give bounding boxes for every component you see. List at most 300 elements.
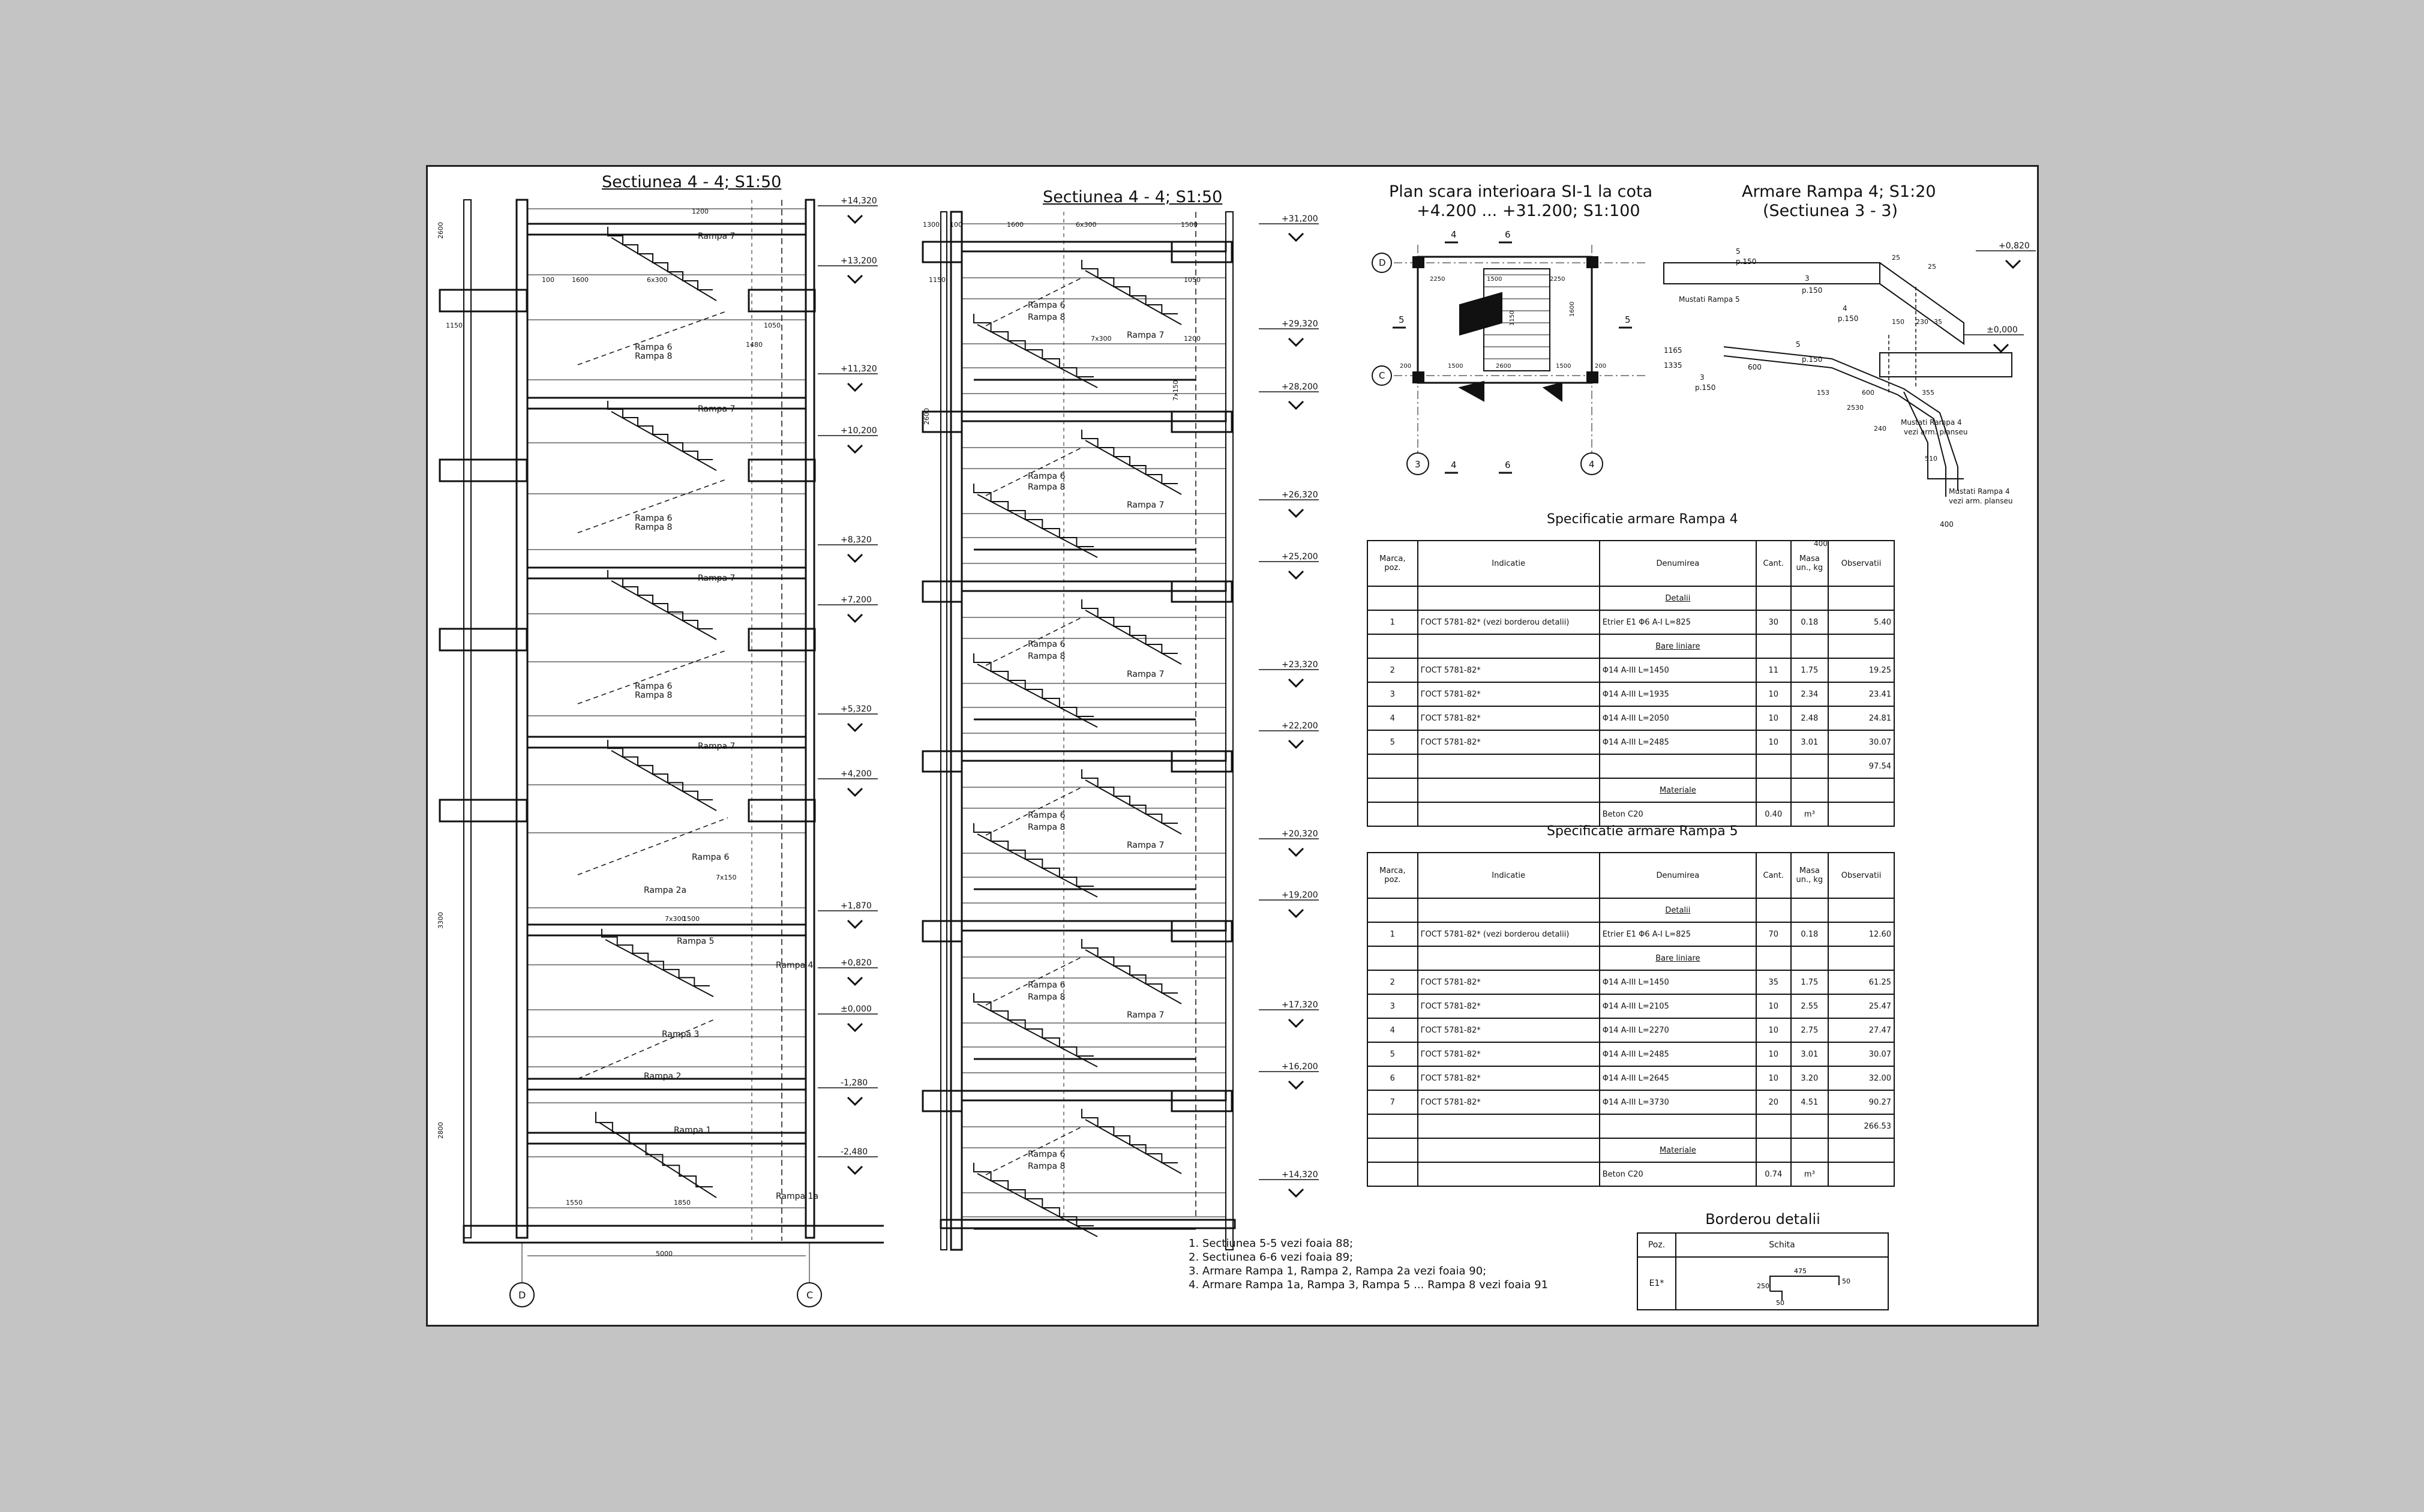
cell-denumirea: Φ14 A-III L=1450 bbox=[1600, 658, 1756, 682]
armare-label-20: 400 bbox=[1940, 520, 1954, 529]
mid-stair-flight-upper bbox=[1082, 430, 1178, 484]
spec-header-2: Denumirea bbox=[1600, 853, 1756, 898]
cell-indicatie: ГОСТ 5781-82* (vezi borderou detalii) bbox=[1418, 610, 1600, 634]
spec-header-4: Masa un., kg bbox=[1791, 541, 1829, 586]
plan-axis-label-C: C bbox=[1379, 370, 1385, 381]
mid-floor-slab bbox=[962, 242, 1226, 251]
cell-cant: 30 bbox=[1756, 610, 1790, 634]
left-ramp-label-14: Rampa 3 bbox=[662, 1030, 700, 1039]
spec-header-3: Cant. bbox=[1756, 541, 1790, 586]
left-dim-5: 1050 bbox=[764, 322, 781, 329]
spec-header-1: Indicatie bbox=[1418, 541, 1600, 586]
mid-level-9-marker bbox=[1289, 1019, 1303, 1027]
left-axis-wall-D bbox=[517, 200, 527, 1238]
borderou-detalii bbox=[1637, 1211, 1889, 1310]
left-stair-flight bbox=[608, 401, 713, 460]
mid-dim-4: 1500 bbox=[1181, 221, 1198, 229]
mid-ramp-label-10: Rampa 8 bbox=[1028, 823, 1066, 832]
mid-stair-flight-upper bbox=[1082, 769, 1178, 823]
cell-denumirea: Φ14 A-III L=1450 bbox=[1600, 970, 1756, 994]
stirrup-dim-left: 250 bbox=[1757, 1282, 1769, 1290]
spec4-title: Specificatie armare Rampa 4 bbox=[1547, 512, 1738, 527]
mid-ramp-label-0: Rampa 6 bbox=[1028, 301, 1066, 310]
cell-observatii: 25.47 bbox=[1828, 994, 1894, 1018]
cell-masa: 3.20 bbox=[1791, 1066, 1829, 1090]
left-level-7-marker bbox=[848, 788, 862, 796]
plan-axis-label-4: 4 bbox=[1589, 459, 1595, 470]
cell-observatii: 30.07 bbox=[1828, 730, 1894, 754]
mid-ramp-label-14: Rampa 7 bbox=[1127, 1010, 1165, 1020]
left-dim-2: 1600 bbox=[572, 276, 589, 284]
spec-section-details-c0 bbox=[1367, 898, 1418, 922]
mid-stair-flight bbox=[974, 1163, 1094, 1226]
armare-label-12: 3 bbox=[1700, 373, 1705, 382]
armare-label-2: Mustati Rampa 5 bbox=[1679, 295, 1740, 304]
cell-poz: 5 bbox=[1367, 730, 1418, 754]
title-middle-section: Sectiunea 4 - 4; S1:50 bbox=[1043, 188, 1223, 206]
spec-section-details-c5 bbox=[1828, 898, 1894, 922]
mid-level-6: +22,200 bbox=[1282, 721, 1318, 731]
borderou-title: Borderou detalii bbox=[1705, 1211, 1820, 1228]
mid-level-5: +23,320 bbox=[1282, 660, 1318, 670]
mid-level-1: +29,320 bbox=[1282, 319, 1318, 329]
spec-section-materials-c1 bbox=[1418, 1138, 1600, 1162]
middle-section-drawing bbox=[884, 167, 1376, 1328]
cell-observatii: 32.00 bbox=[1828, 1066, 1894, 1090]
left-floor-slab bbox=[527, 925, 806, 935]
table-row bbox=[1367, 922, 1894, 946]
cell-indicatie: ГОСТ 5781-82* bbox=[1418, 1066, 1600, 1090]
total-empty-1 bbox=[1418, 1114, 1600, 1138]
cell-cant: 10 bbox=[1756, 730, 1790, 754]
mid-level-0-marker bbox=[1289, 233, 1303, 241]
cell-observatii: 19.25 bbox=[1828, 658, 1894, 682]
left-level-6-marker bbox=[848, 724, 862, 731]
cell-denumirea: Φ14 A-III L=2485 bbox=[1600, 1042, 1756, 1066]
mid-dim-2: 1600 bbox=[1007, 221, 1024, 229]
armare-dim-0: 25 bbox=[1892, 254, 1900, 262]
armare-label-4: p.150 bbox=[1802, 286, 1823, 295]
mid-level-2-marker bbox=[1289, 401, 1303, 409]
left-dim-12: 1550 bbox=[566, 1199, 583, 1207]
left-ramp-label-17: Rampa 1a bbox=[776, 1192, 819, 1201]
left-level-0-marker bbox=[848, 215, 862, 223]
plan-dim-9: 1150 bbox=[1509, 310, 1516, 326]
cell-indicatie: ГОСТ 5781-82* bbox=[1418, 970, 1600, 994]
spec-table-rampa4 bbox=[1367, 540, 1895, 827]
mid-stair-flight-upper bbox=[1082, 939, 1178, 993]
axis-label-C: C bbox=[806, 1289, 814, 1301]
mid-level-1-marker bbox=[1289, 338, 1303, 346]
table-row bbox=[1367, 994, 1894, 1018]
armare-dim-7: 2530 bbox=[1847, 404, 1864, 412]
mid-ramp-label-13: Rampa 8 bbox=[1028, 992, 1066, 1002]
armare-label-19: vezi arm. planseu bbox=[1949, 497, 2013, 505]
left-level-11: -1,280 bbox=[841, 1078, 868, 1088]
cell-poz: 6 bbox=[1367, 1066, 1418, 1090]
material-name: Beton C20 bbox=[1600, 1162, 1756, 1186]
cell-observatii: 90.27 bbox=[1828, 1090, 1894, 1114]
left-dim-9: 7x150 bbox=[716, 874, 737, 881]
mat-empty-1 bbox=[1418, 1162, 1600, 1186]
title-plan-line2: +4.200 ... +31.200; S1:100 bbox=[1417, 202, 1640, 220]
borderou-col-schita: Schita bbox=[1676, 1233, 1888, 1257]
drawing-line bbox=[977, 834, 1097, 897]
plan-dim-1: 1500 bbox=[1487, 276, 1502, 283]
mid-level-10-marker bbox=[1289, 1081, 1303, 1088]
mat-empty-0 bbox=[1367, 802, 1418, 826]
armare-label-6: p.150 bbox=[1838, 314, 1859, 323]
left-level-5: +7,200 bbox=[841, 595, 872, 605]
spec-total-value: 266.53 bbox=[1828, 1114, 1894, 1138]
mid-level-9: +17,320 bbox=[1282, 1000, 1318, 1010]
plan-dim-7: 200 bbox=[1595, 363, 1607, 370]
left-dim-15: 2800 bbox=[437, 1122, 445, 1139]
mid-level-2: +28,200 bbox=[1282, 382, 1318, 392]
armare-level-top-marker bbox=[2006, 260, 2020, 268]
spec-section-bars-c0 bbox=[1367, 634, 1418, 658]
cell-indicatie: ГОСТ 5781-82* bbox=[1418, 1042, 1600, 1066]
left-ramp-label-6: Rampa 7 bbox=[698, 574, 736, 583]
left-dim-11: 1850 bbox=[674, 1199, 691, 1207]
left-level-12-marker bbox=[848, 1166, 862, 1174]
left-dim-6: 1480 bbox=[746, 341, 763, 349]
spec-total-row bbox=[1367, 754, 1894, 778]
drawing-line bbox=[611, 412, 716, 470]
cell-masa: 2.34 bbox=[1791, 682, 1829, 706]
left-level-1-marker bbox=[848, 275, 862, 283]
armare-dim-4: 35 bbox=[1934, 318, 1942, 326]
plan-cut-1: 6 bbox=[1505, 229, 1511, 240]
spec-section-materials-c5 bbox=[1828, 1138, 1894, 1162]
plan-column-1 bbox=[1587, 257, 1598, 268]
cell-observatii: 23.41 bbox=[1828, 682, 1894, 706]
cell-denumirea: Etrier E1 Φ6 A-I L=825 bbox=[1600, 922, 1756, 946]
spec-header-row bbox=[1367, 541, 1894, 586]
mid-ramp-label-9: Rampa 6 bbox=[1028, 811, 1066, 820]
armare-dim-6: 153 bbox=[1817, 389, 1829, 397]
total-empty-3 bbox=[1756, 1114, 1790, 1138]
left-ramp-label-2: Rampa 8 bbox=[635, 352, 673, 361]
mid-axis-wall-D bbox=[951, 212, 962, 1250]
mid-bottom-slab bbox=[941, 1220, 1235, 1228]
left-level-2: +11,320 bbox=[841, 364, 877, 374]
mid-beam-left bbox=[923, 581, 962, 602]
mid-dim-7: 7x300 bbox=[1091, 335, 1112, 343]
mid-level-4: +25,200 bbox=[1282, 552, 1318, 562]
cell-observatii: 61.25 bbox=[1828, 970, 1894, 994]
drawing-line bbox=[578, 1019, 716, 1079]
plan-dim-3: 200 bbox=[1400, 363, 1412, 370]
plan-arrow-flight bbox=[1460, 293, 1502, 335]
armare-label-10: 1335 bbox=[1664, 361, 1682, 370]
mid-level-7-marker bbox=[1289, 848, 1303, 856]
left-level-4-marker bbox=[848, 554, 862, 562]
spec-section-details-label: Detalii bbox=[1600, 898, 1756, 922]
mid-ramp-label-12: Rampa 6 bbox=[1028, 980, 1066, 990]
mid-level-11: +14,320 bbox=[1282, 1170, 1318, 1180]
left-level-3: +10,200 bbox=[841, 426, 877, 436]
spec-section-materials-c5 bbox=[1828, 778, 1894, 802]
cell-indicatie: ГОСТ 5781-82* (vezi borderou detalii) bbox=[1418, 922, 1600, 946]
total-empty-2 bbox=[1600, 754, 1756, 778]
plan-axis-label-D: D bbox=[1379, 257, 1386, 268]
left-ramp-label-1: Rampa 6 bbox=[635, 343, 673, 352]
spec-total-row bbox=[1367, 1114, 1894, 1138]
cell-poz: 1 bbox=[1367, 610, 1418, 634]
cell-masa: 4.51 bbox=[1791, 1090, 1829, 1114]
borderou-row-poz: E1* bbox=[1637, 1257, 1676, 1310]
table-row bbox=[1367, 970, 1894, 994]
left-floor-slab bbox=[527, 737, 806, 748]
stirrup-sketch bbox=[1680, 1258, 1884, 1306]
spec-section-details-label: Detalii bbox=[1600, 586, 1756, 610]
cell-masa: 1.75 bbox=[1791, 658, 1829, 682]
note-1: 1. Sectiunea 5-5 vezi foaia 88; bbox=[1189, 1237, 1354, 1250]
spec-section-materials-c3 bbox=[1756, 778, 1790, 802]
plan-lower-flight-right bbox=[1544, 383, 1562, 401]
plan-dim-2: 2250 bbox=[1550, 276, 1565, 283]
left-stair-flight bbox=[596, 1112, 713, 1187]
left-ramp-label-5: Rampa 8 bbox=[635, 523, 673, 532]
armare-dim-5: 600 bbox=[1862, 389, 1874, 397]
title-armare-line2: (Sectiunea 3 - 3) bbox=[1763, 202, 1898, 220]
spec-section-bars-c3 bbox=[1756, 634, 1790, 658]
cell-poz: 4 bbox=[1367, 1018, 1418, 1042]
cell-indicatie: ГОСТ 5781-82* bbox=[1418, 658, 1600, 682]
left-level-9: +0,820 bbox=[841, 958, 872, 968]
mat-empty-5 bbox=[1828, 1162, 1894, 1186]
spec-section-details-c1 bbox=[1418, 586, 1600, 610]
mid-beam-left bbox=[923, 751, 962, 772]
left-level-11-marker bbox=[848, 1097, 862, 1105]
mid-ramp-label-5: Rampa 7 bbox=[1127, 500, 1165, 510]
material-quantity: 0.40 bbox=[1756, 802, 1790, 826]
plan-cut-2: 5 bbox=[1399, 314, 1405, 325]
cell-masa: 0.18 bbox=[1791, 610, 1829, 634]
cell-cant: 10 bbox=[1756, 1066, 1790, 1090]
plan-dim-0: 2250 bbox=[1430, 276, 1445, 283]
cell-poz: 2 bbox=[1367, 658, 1418, 682]
spec-section-materials-c0 bbox=[1367, 778, 1418, 802]
left-ramp-label-11: Rampa 2a bbox=[644, 886, 687, 895]
mid-stair-flight-upper bbox=[1082, 260, 1178, 314]
left-dim-4: 1150 bbox=[446, 322, 463, 329]
spec-section-materials-c3 bbox=[1756, 1138, 1790, 1162]
material-name: Beton C20 bbox=[1600, 802, 1756, 826]
borderou-col-poz: Poz. bbox=[1637, 1233, 1676, 1257]
spec-section-materials-c0 bbox=[1367, 1138, 1418, 1162]
armare-level-zero: ±0,000 bbox=[1987, 325, 2018, 335]
left-level-7: +4,200 bbox=[841, 769, 872, 779]
spec5-title: Specificatie armare Rampa 5 bbox=[1547, 824, 1738, 839]
cell-indicatie: ГОСТ 5781-82* bbox=[1418, 706, 1600, 730]
left-landing-beam bbox=[440, 460, 527, 481]
mid-ramp-label-11: Rampa 7 bbox=[1127, 841, 1165, 850]
left-landing-beam bbox=[440, 629, 527, 650]
left-ramp-label-0: Rampa 7 bbox=[698, 232, 736, 241]
mid-ramp-label-7: Rampa 8 bbox=[1028, 652, 1066, 661]
left-level-8: +1,870 bbox=[841, 901, 872, 911]
left-landing-beam bbox=[440, 290, 527, 311]
cell-denumirea: Φ14 A-III L=2270 bbox=[1600, 1018, 1756, 1042]
drawing-line bbox=[1085, 1120, 1181, 1174]
drawing-line bbox=[611, 751, 716, 811]
material-unit: m³ bbox=[1791, 1162, 1829, 1186]
spec-section-materials-c4 bbox=[1791, 778, 1829, 802]
mid-dim-0: 1300 bbox=[923, 221, 940, 229]
spec-section-bars-c4 bbox=[1791, 946, 1829, 970]
left-dim-14: 3300 bbox=[437, 912, 445, 929]
armare-label-14: 5 bbox=[1796, 340, 1801, 349]
mid-stair-flight bbox=[974, 993, 1094, 1056]
plan-cut-0: 4 bbox=[1451, 229, 1457, 240]
left-ramp-label-10: Rampa 6 bbox=[692, 853, 730, 862]
left-outer-wall bbox=[464, 200, 471, 1238]
armare-label-15: p.150 bbox=[1802, 355, 1823, 364]
cell-cant: 10 bbox=[1756, 682, 1790, 706]
borderou-sketch-cell bbox=[1676, 1257, 1888, 1310]
left-ramp-label-3: Rampa 7 bbox=[698, 404, 736, 414]
left-dim-10: 1500 bbox=[683, 915, 700, 923]
mid-floor-slab bbox=[962, 921, 1226, 931]
armare-dim-9: 355 bbox=[1922, 389, 1934, 397]
cell-masa: 2.75 bbox=[1791, 1018, 1829, 1042]
mid-stair-flight-upper bbox=[1082, 1109, 1178, 1163]
cell-poz: 5 bbox=[1367, 1042, 1418, 1066]
spec-section-materials-c1 bbox=[1418, 778, 1600, 802]
armare-rampa4-drawing bbox=[1652, 215, 2036, 551]
left-axis-wall-C bbox=[806, 200, 814, 1238]
armare-label-9: 1165 bbox=[1664, 346, 1682, 355]
armare-level-zero-marker bbox=[1994, 344, 2008, 352]
mid-floor-slab bbox=[962, 581, 1226, 591]
cell-indicatie: ГОСТ 5781-82* bbox=[1418, 1090, 1600, 1114]
mid-floor-slab bbox=[962, 1091, 1226, 1100]
spec-header-2: Denumirea bbox=[1600, 541, 1756, 586]
note-4: 4. Armare Rampa 1a, Rampa 3, Rampa 5 ... Rampa 8 vezi foaia 91 bbox=[1189, 1279, 1549, 1291]
left-floor-slab bbox=[527, 398, 806, 409]
left-ramp-label-15: Rampa 2 bbox=[644, 1072, 682, 1081]
plan-column-2 bbox=[1413, 372, 1424, 383]
armare-label-11: 600 bbox=[1748, 363, 1762, 371]
mid-beam-left bbox=[923, 242, 962, 262]
mid-dim-3: 6x300 bbox=[1076, 221, 1097, 229]
cell-poz: 2 bbox=[1367, 970, 1418, 994]
armare-label-0: 5 bbox=[1736, 247, 1741, 256]
cell-masa: 1.75 bbox=[1791, 970, 1829, 994]
spec-total-value: 97.54 bbox=[1828, 754, 1894, 778]
stirrup-dim-bottom: 50 bbox=[1776, 1299, 1784, 1306]
armare-label-5: 4 bbox=[1843, 304, 1847, 313]
mat-empty-0 bbox=[1367, 1162, 1418, 1186]
drawing-sheet bbox=[426, 165, 2039, 1327]
cell-masa: 0.18 bbox=[1791, 922, 1829, 946]
armare-landing bbox=[1880, 353, 2012, 377]
axis-label-D: D bbox=[518, 1289, 526, 1301]
mid-level-6-marker bbox=[1289, 740, 1303, 748]
spec-material-row bbox=[1367, 802, 1894, 826]
left-ramp-label-13: Rampa 4 bbox=[776, 961, 814, 970]
total-empty-2 bbox=[1600, 1114, 1756, 1138]
drawing-line bbox=[611, 238, 716, 301]
note-3: 3. Armare Rampa 1, Rampa 2, Rampa 2a vezi foaia 90; bbox=[1189, 1265, 1487, 1277]
cell-masa: 2.55 bbox=[1791, 994, 1829, 1018]
mid-dim-9: 2600 bbox=[923, 408, 931, 425]
total-empty-3 bbox=[1756, 754, 1790, 778]
left-section-drawing bbox=[428, 167, 884, 1328]
armare-dim-10: 510 bbox=[1925, 455, 1937, 463]
spec-section-bars-label: Bare liniare bbox=[1600, 946, 1756, 970]
table-row bbox=[1367, 1066, 1894, 1090]
drawing-line bbox=[977, 664, 1097, 727]
notes bbox=[1189, 1237, 1548, 1292]
left-level-5-marker bbox=[848, 614, 862, 622]
mid-level-0: +31,200 bbox=[1282, 214, 1318, 224]
mid-stair-flight-upper bbox=[1082, 599, 1178, 653]
title-armare-line1: Armare Rampa 4; S1:20 bbox=[1742, 182, 1936, 201]
plan-dim-5: 2600 bbox=[1496, 363, 1511, 370]
mid-ramp-label-3: Rampa 6 bbox=[1028, 472, 1066, 481]
left-level-10: ±0,000 bbox=[841, 1004, 872, 1014]
cell-cant: 10 bbox=[1756, 706, 1790, 730]
cell-observatii: 30.07 bbox=[1828, 1042, 1894, 1066]
mid-level-3-marker bbox=[1289, 509, 1303, 517]
mid-level-7: +20,320 bbox=[1282, 829, 1318, 839]
cell-denumirea: Φ14 A-III L=3730 bbox=[1600, 1090, 1756, 1114]
spec-material-row bbox=[1367, 1162, 1894, 1186]
drawing-line bbox=[1085, 950, 1181, 1004]
mid-dim-6: 1050 bbox=[1184, 276, 1201, 284]
left-level-2-marker bbox=[848, 383, 862, 391]
armare-label-16: Mustati Rampa 4 bbox=[1901, 418, 1962, 427]
total-empty-0 bbox=[1367, 754, 1418, 778]
table-row bbox=[1367, 610, 1894, 634]
spec-header-1: Indicatie bbox=[1418, 853, 1600, 898]
left-level-1: +13,200 bbox=[841, 256, 877, 266]
total-empty-0 bbox=[1367, 1114, 1418, 1138]
total-empty-1 bbox=[1418, 754, 1600, 778]
table-row bbox=[1367, 730, 1894, 754]
mid-level-3: +26,320 bbox=[1282, 490, 1318, 500]
left-dim-0: 1200 bbox=[692, 208, 709, 215]
stair-plan-drawing bbox=[1370, 221, 1658, 497]
total-empty-4 bbox=[1791, 754, 1829, 778]
mid-stair-flight bbox=[974, 484, 1094, 547]
left-ramp-label-12: Rampa 5 bbox=[677, 937, 715, 946]
cell-poz: 3 bbox=[1367, 682, 1418, 706]
cell-indicatie: ГОСТ 5781-82* bbox=[1418, 682, 1600, 706]
spec-section-bars-c3 bbox=[1756, 946, 1790, 970]
mid-ramp-label-6: Rampa 6 bbox=[1028, 640, 1066, 649]
stirrup-dim-top: 475 bbox=[1794, 1267, 1807, 1275]
mat-empty-5 bbox=[1828, 802, 1894, 826]
mid-level-11-marker bbox=[1289, 1189, 1303, 1196]
left-ramp-label-4: Rampa 6 bbox=[635, 514, 673, 523]
table-row bbox=[1367, 1090, 1894, 1114]
cell-masa: 3.01 bbox=[1791, 730, 1829, 754]
drawing-line bbox=[977, 494, 1097, 557]
mid-beam-left bbox=[923, 921, 962, 941]
mid-outer-wall bbox=[941, 212, 947, 1250]
cell-cant: 10 bbox=[1756, 994, 1790, 1018]
mid-level-8: +19,200 bbox=[1282, 890, 1318, 900]
left-dim-3: 100 bbox=[542, 276, 554, 284]
left-level-9-marker bbox=[848, 977, 862, 985]
cell-denumirea: Φ14 A-III L=1935 bbox=[1600, 682, 1756, 706]
plan-column-0 bbox=[1413, 257, 1424, 268]
left-dim-1: 6x300 bbox=[647, 276, 668, 284]
